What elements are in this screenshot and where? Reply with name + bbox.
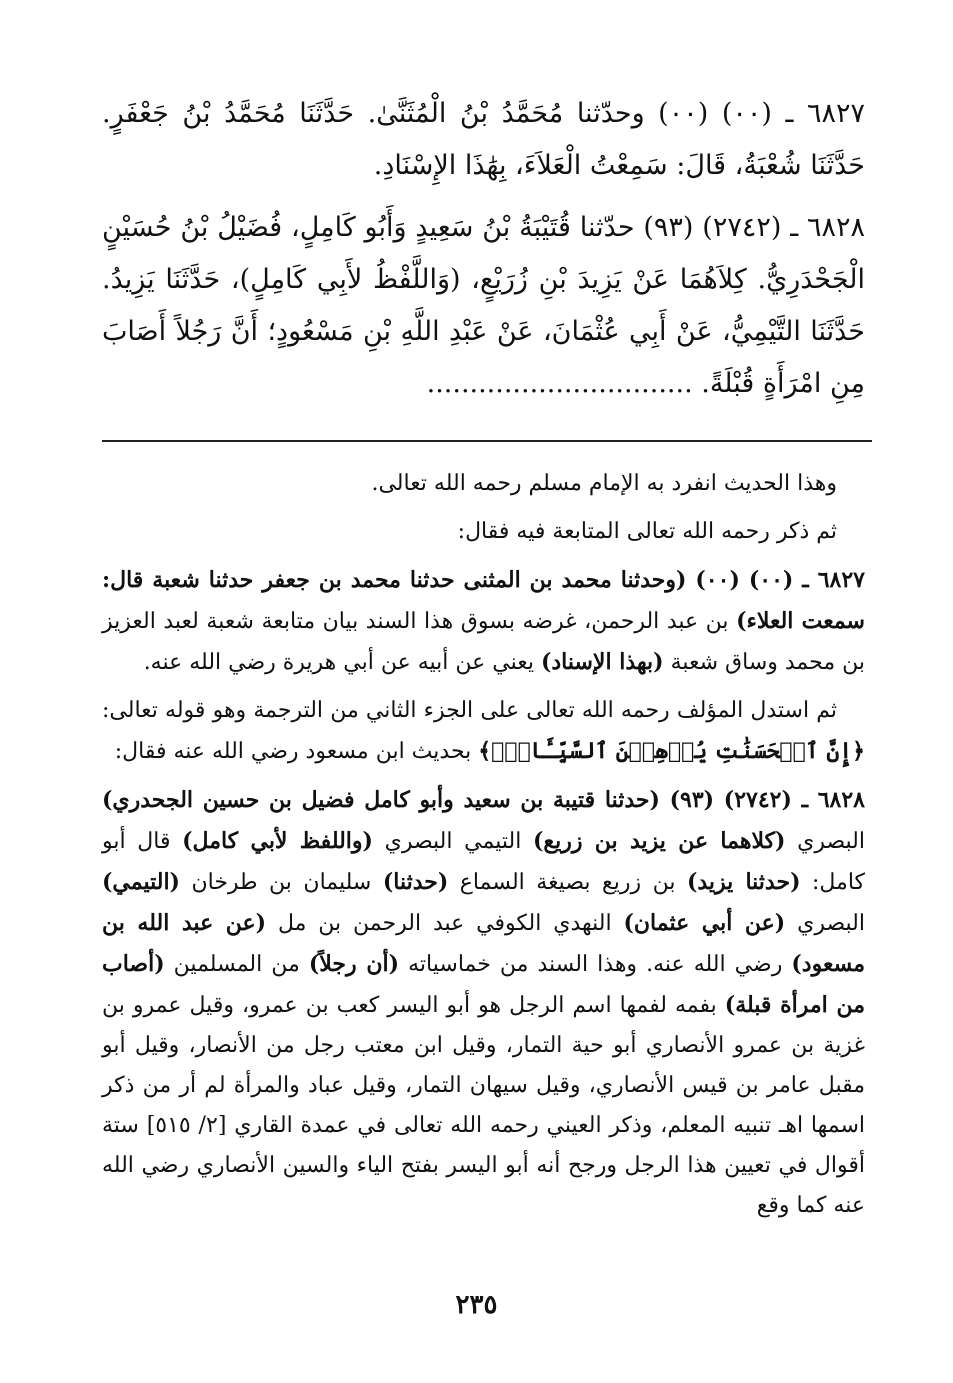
page-number: ٢٣٥ (455, 1290, 498, 1320)
isnad-phrase: (كلاهما عن يزيد بن زريع) (532, 828, 786, 854)
commentary-paragraph-1: وهذا الحديث انفرد به الإمام مسلم رحمه الله تعالى. (371, 471, 837, 496)
commentary-text: من المسلمين (164, 952, 309, 977)
isnad-6828: ٦٨٢٨ ـ (٢٧٤٢) (٩٣) (حدثنا قتيبة بن سعيد وأبو كامل فضيل بن حسين الجحدري) (102, 787, 865, 813)
isnad-phrase: (عن أبي عثمان) (623, 910, 786, 936)
commentary-block (102, 464, 865, 1226)
isnad-6827: ٦٨٢٧ ـ (٠٠) (٠٠) (وحدثنا محمد بن المثنى حدثنا محمد بن جعفر حدثنا شعبة قال: سمعت العلاء) (102, 567, 865, 634)
hadith-paragraph-6827: ٦٨٢٧ ـ (٠٠) (٠٠) وحدّثنا مُحَمَّدُ بْنُ الْمُثَنَّىٰ. حَدَّثَنَا مُحَمَّدُ بْنُ جَعْفَرٍ. حَدَّثَنَا شُعْبَةُ، قَالَ: سَمِعْتُ الْعَلاَءَ، بِهَٰذَا الإِسْنَادِ. (102, 98, 865, 181)
quran-verse: ﴿إِنَّ ٱلۡحَسَنَٰتِ يُذۡهِبۡنَ ٱلسَّيِّـَٔاتِۚ﴾ (478, 738, 865, 764)
commentary-text: بفمه لفمها اسم الرجل هو أبو اليسر كعب بن عمرو، وقيل عمرو بن غزية بن عمرو الأنصاري أبو حية التمار، وقيل ابن معتب رجل من الأنصار، وقيل أبو مقبل عامر بن قيس الأنصاري، وقيل سيهان التمار، وقيل عباد والمرأة لم أر من ذكر اسمها اهـ تنبيه المعلم، وذكر العيني رحمه الله تعالى في عمدة القاري [٢/ ٥١٥] ستة أقوال في تعيين هذا الرجل ورجح أنه أبو اليسر بفتح الياء والسين الأنصاري رضي الله عنه كما وقع (102, 993, 866, 1218)
isnad-phrase: (حدثنا يزيد) (686, 869, 801, 895)
commentary-paragraph-3 (102, 560, 865, 683)
isnad-phrase: (أن رجلاً) (308, 951, 400, 977)
isnad-phrase: (واللفظ لأبي كامل) (182, 828, 373, 854)
commentary-text: بن زريع بصيغة السماع (448, 870, 687, 895)
footnote-divider (102, 440, 872, 442)
commentary-text: بن عبد الرحمن، غرضه بسوق هذا السند بيان متابعة شعبة لعبد العزيز بن محمد وساق شعبة (102, 609, 865, 675)
isnad-phrase: (التيمي) (102, 869, 180, 895)
commentary-text: ثم استدل المؤلف رحمه الله تعالى على الجزء الثاني من الترجمة وهو قوله تعالى: (102, 698, 837, 723)
commentary-text: بحديث ابن مسعود رضي الله عنه فقال: (114, 739, 479, 764)
isnad-phrase: (حدثنا) (382, 869, 449, 895)
commentary-paragraph-4 (102, 691, 865, 772)
commentary-text: قال أبو كامل: (102, 829, 866, 895)
commentary-text: النهدي الكوفي عبد الرحمن بن مل (266, 911, 624, 936)
commentary-paragraph-5 (102, 780, 865, 1226)
isnad-phrase: (بهذا الإسناد) (540, 649, 664, 675)
isnad-phrase: (أصاب من امرأة قبلة) (102, 951, 865, 1018)
commentary-paragraph-2: ثم ذكر رحمه الله تعالى المتابعة فيه فقال: (457, 519, 837, 544)
commentary-text: يعني عن أبيه عن أبي هريرة رضي الله عنه. (143, 650, 541, 675)
commentary-text: رضي الله عنه. وهذا السند من خماسياته (399, 952, 792, 977)
commentary-text: سليمان بن طرخان (179, 870, 383, 895)
commentary-text: التيمي البصري (372, 829, 533, 854)
commentary-text: البصري (785, 911, 866, 936)
isnad-phrase: (عن عبد الله بن مسعود) (102, 910, 865, 977)
commentary-text: البصري (785, 829, 865, 854)
hadith-text-block (102, 88, 865, 410)
hadith-paragraph-6828: ٦٨٢٨ ـ (٢٧٤٢) (٩٣) حدّثنا قُتَيْبَةُ بْنُ سَعِيدٍ وَأَبُو كَامِلٍ، فُضَيْلُ بْنُ حُسَيْنٍ الْجَحْدَرِيُّ. كِلاَهُمَا عَنْ يَزِيدَ بْنِ زُرَيْعٍ، (وَاللَّفْظُ لأَبِي كَامِلٍ)، حَدَّثَنَا يَزِيدُ. حَدَّثَنَا التَّيْمِيُّ، عَنْ أَبِي عُثْمَانَ، عَنْ عَبْدِ اللَّهِ بْنِ مَسْعُودٍ؛ أَنَّ رَجُلاً أَصَابَ مِنِ امْرَأَةٍ قُبْلَةً. ............................... (102, 212, 866, 399)
